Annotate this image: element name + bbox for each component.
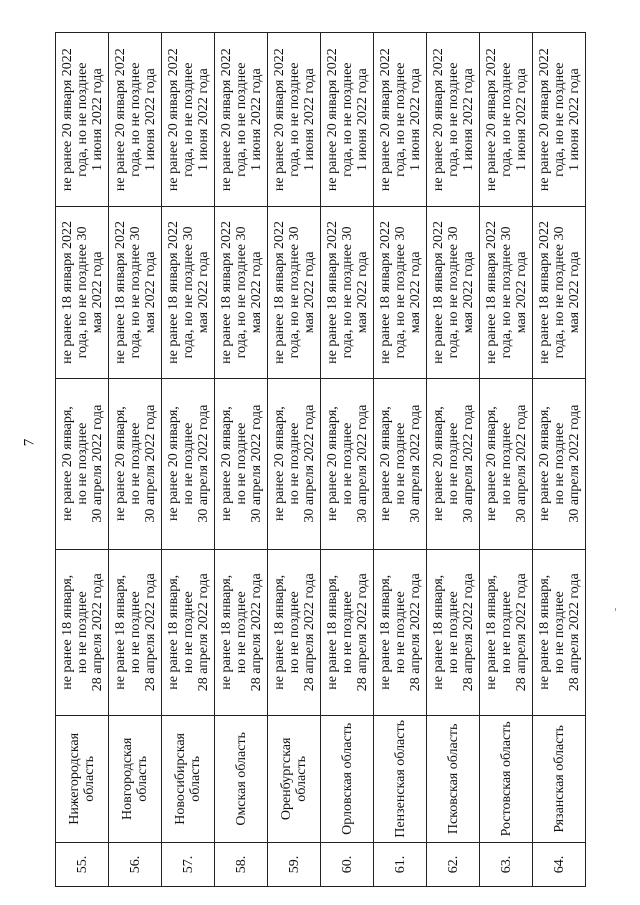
region-name-line: Омская область (233, 732, 249, 826)
date-range-4-line: 1 июня 2022 года (195, 68, 211, 172)
date-range-2-line: 30 апреля 2022 года (142, 404, 158, 523)
date-range-4-cell (162, 33, 215, 207)
row-number-cell: 61. (374, 842, 427, 886)
election-schedule-table (55, 32, 586, 887)
date-range-4-cell (480, 33, 533, 207)
date-range-2-line: 30 апреля 2022 года (89, 404, 105, 523)
date-range-4-line: года, но не позднее (74, 62, 90, 177)
rotated-table-container (55, 32, 585, 887)
date-range-3-line: мая 2022 года (142, 251, 158, 334)
region-name-line: Рязанская область (551, 725, 567, 833)
date-range-1-line: не ранее 18 января, (165, 574, 181, 690)
region-name-cell (56, 715, 109, 842)
region-name-cell (162, 715, 215, 842)
row-number-cell: 58. (215, 842, 268, 886)
date-range-3-cell (215, 207, 268, 378)
date-range-1-line: 28 апреля 2022 года (407, 573, 423, 692)
date-range-2-line: но не позднее (233, 422, 249, 505)
date-range-1-line: 28 апреля 2022 года (248, 573, 264, 692)
date-range-3-line: года, но не позднее 30 (392, 226, 408, 359)
date-range-1-line: но не позднее (180, 591, 196, 674)
date-range-4-line: не ранее 20 января 2022 (536, 48, 552, 192)
date-range-1-cell (162, 549, 215, 715)
date-range-4-line: 1 июня 2022 года (248, 68, 264, 172)
date-range-1-line: 28 апреля 2022 года (513, 573, 529, 692)
region-name-line: область (135, 756, 150, 802)
date-range-4-cell (533, 33, 586, 207)
date-range-4-line: не ранее 20 января 2022 (112, 48, 128, 192)
date-range-4-line: года, но не позднее (127, 62, 143, 177)
table-row (268, 33, 321, 887)
date-range-3-line: мая 2022 года (566, 251, 582, 334)
date-range-4-line: не ранее 20 января 2022 (377, 48, 393, 192)
region-name-cell (109, 715, 162, 842)
date-range-4-line: 1 июня 2022 года (407, 68, 423, 172)
date-range-3-line: мая 2022 года (354, 251, 370, 334)
date-range-3-line: мая 2022 года (460, 251, 476, 334)
date-range-3-line: года, но не позднее 30 (498, 226, 514, 359)
date-range-4-line: года, но не позднее (286, 62, 302, 177)
date-range-4-cell (215, 33, 268, 207)
date-range-3-line: года, но не позднее 30 (233, 226, 249, 359)
date-range-2-cell (427, 378, 480, 549)
row-number-cell: 59. (268, 842, 321, 886)
date-range-2-line: но не позднее (445, 422, 461, 505)
date-range-2-line: но не позднее (498, 422, 514, 505)
date-range-1-cell (427, 549, 480, 715)
date-range-3-cell (109, 207, 162, 378)
date-range-1-line: но не позднее (286, 591, 302, 674)
date-range-4-line: года, но не позднее (180, 62, 196, 177)
date-range-1-line: но не позднее (127, 591, 143, 674)
region-name-line: Нижегородская (67, 732, 82, 825)
date-range-2-line: 30 апреля 2022 года (407, 404, 423, 523)
date-range-3-cell (480, 207, 533, 378)
date-range-1-line: 28 апреля 2022 года (566, 573, 582, 692)
region-name-line: Псковская область (445, 723, 461, 835)
region-name-cell (480, 715, 533, 842)
date-range-2-line: 30 апреля 2022 года (513, 404, 529, 523)
date-range-3-line: года, но не позднее 30 (286, 226, 302, 359)
row-number-cell: 55. (56, 842, 109, 886)
table-row (427, 33, 480, 887)
row-number-cell: 57. (162, 842, 215, 886)
region-name-cell (533, 715, 586, 842)
date-range-2-line: 30 апреля 2022 года (354, 404, 370, 523)
region-name-cell (374, 715, 427, 842)
date-range-1-line: 28 апреля 2022 года (89, 573, 105, 692)
date-range-4-line: не ранее 20 января 2022 (430, 48, 446, 192)
date-range-2-line: не ранее 20 января, (377, 406, 393, 522)
region-name-cell (427, 715, 480, 842)
date-range-3-line: мая 2022 года (301, 251, 317, 334)
date-range-2-line: не ранее 20 января, (536, 406, 552, 522)
date-range-3-line: не ранее 18 января 2022 (218, 220, 234, 364)
region-name-cell (268, 715, 321, 842)
date-range-2-cell (109, 378, 162, 549)
date-range-2-line: 30 апреля 2022 года (301, 404, 317, 523)
date-range-4-line: не ранее 20 января 2022 (165, 48, 181, 192)
date-range-3-line: не ранее 18 января 2022 (59, 220, 75, 364)
date-range-2-cell (321, 378, 374, 549)
date-range-2-line: не ранее 20 января, (165, 406, 181, 522)
date-range-1-line: не ранее 18 января, (59, 574, 75, 690)
table-row (109, 33, 162, 887)
date-range-3-line: мая 2022 года (89, 251, 105, 334)
region-name-line: Новгородская (120, 737, 135, 821)
date-range-1-cell (321, 549, 374, 715)
date-range-3-line: года, но не позднее 30 (180, 226, 196, 359)
date-range-4-line: не ранее 20 января 2022 (59, 48, 75, 192)
date-range-1-cell (374, 549, 427, 715)
date-range-2-line: но не позднее (286, 422, 302, 505)
date-range-3-line: года, но не позднее 30 (127, 226, 143, 359)
date-range-4-cell (374, 33, 427, 207)
date-range-3-line: года, но не позднее 30 (339, 226, 355, 359)
date-range-1-line: 28 апреля 2022 года (354, 573, 370, 692)
date-range-4-line: 1 июня 2022 года (513, 68, 529, 172)
date-range-1-cell (533, 549, 586, 715)
date-range-3-cell (56, 207, 109, 378)
date-range-3-line: мая 2022 года (195, 251, 211, 334)
table-row (374, 33, 427, 887)
date-range-2-line: но не позднее (392, 422, 408, 505)
table-row (321, 33, 374, 887)
date-range-4-cell (321, 33, 374, 207)
date-range-3-line: не ранее 18 января 2022 (377, 220, 393, 364)
date-range-4-cell (109, 33, 162, 207)
date-range-1-line: но не позднее (445, 591, 461, 674)
date-range-3-cell (533, 207, 586, 378)
date-range-1-line: но не позднее (74, 591, 90, 674)
page-number: 7 (21, 438, 38, 447)
date-range-1-line: 28 апреля 2022 года (195, 573, 211, 692)
row-number-cell: 60. (321, 842, 374, 886)
date-range-1-line: но не позднее (498, 591, 514, 674)
date-range-1-line: но не позднее (339, 591, 355, 674)
date-range-2-line: 30 апреля 2022 года (566, 404, 582, 523)
date-range-1-line: 28 апреля 2022 года (142, 573, 158, 692)
table-row (162, 33, 215, 887)
date-range-4-line: 1 июня 2022 года (89, 68, 105, 172)
date-range-2-line: но не позднее (339, 422, 355, 505)
date-range-4-line: года, но не позднее (233, 62, 249, 177)
row-number-cell: 56. (109, 842, 162, 886)
date-range-1-line: 28 апреля 2022 года (460, 573, 476, 692)
date-range-1-line: не ранее 18 января, (377, 574, 393, 690)
date-range-4-line: 1 июня 2022 года (142, 68, 158, 172)
date-range-3-cell (374, 207, 427, 378)
date-range-2-cell (215, 378, 268, 549)
date-range-3-line: мая 2022 года (248, 251, 264, 334)
date-range-3-line: не ранее 18 января 2022 (430, 220, 446, 364)
date-range-4-line: года, но не позднее (498, 62, 514, 177)
date-range-3-line: не ранее 18 января 2022 (536, 220, 552, 364)
date-range-4-line: 1 июня 2022 года (354, 68, 370, 172)
region-name-line: область (188, 756, 203, 802)
date-range-3-cell (268, 207, 321, 378)
date-range-2-line: но не позднее (180, 422, 196, 505)
date-range-2-line: не ранее 20 января, (112, 406, 128, 522)
region-name-cell (321, 715, 374, 842)
date-range-3-line: не ранее 18 января 2022 (324, 220, 340, 364)
date-range-4-line: года, но не позднее (392, 62, 408, 177)
date-range-1-line: не ранее 18 января, (112, 574, 128, 690)
table-row (215, 33, 268, 887)
date-range-4-line: 1 июня 2022 года (460, 68, 476, 172)
date-range-1-line: но не позднее (551, 591, 567, 674)
date-range-2-cell (268, 378, 321, 549)
date-range-1-line: но не позднее (392, 591, 408, 674)
date-range-2-cell (374, 378, 427, 549)
date-range-4-line: не ранее 20 января 2022 (271, 48, 287, 192)
region-name-line: Оренбургская (279, 737, 294, 821)
region-name-line: область (294, 756, 309, 802)
row-number-cell: 62. (427, 842, 480, 886)
date-range-3-line: не ранее 18 января 2022 (112, 220, 128, 364)
date-range-2-cell (56, 378, 109, 549)
date-range-1-cell (56, 549, 109, 715)
date-range-3-cell (162, 207, 215, 378)
date-range-2-line: 30 апреля 2022 года (248, 404, 264, 523)
date-range-2-line: 30 апреля 2022 года (195, 404, 211, 523)
date-range-1-cell (109, 549, 162, 715)
date-range-3-cell (427, 207, 480, 378)
date-range-1-line: не ранее 18 января, (271, 574, 287, 690)
region-name-line: Новосибирская (173, 732, 188, 825)
date-range-4-line: года, но не позднее (445, 62, 461, 177)
date-range-4-line: года, но не позднее (339, 62, 355, 177)
date-range-1-cell (480, 549, 533, 715)
date-range-3-cell (321, 207, 374, 378)
date-range-2-line: но не позднее (74, 422, 90, 505)
table-row (533, 33, 586, 887)
date-range-2-line: не ранее 20 января, (218, 406, 234, 522)
date-range-1-line: не ранее 18 января, (430, 574, 446, 690)
date-range-1-line: 28 апреля 2022 года (301, 573, 317, 692)
date-range-1-line: но не позднее (233, 591, 249, 674)
region-name-line: Ростовская область (498, 721, 514, 837)
date-range-2-line: не ранее 20 января, (324, 406, 340, 522)
date-range-2-line: 30 апреля 2022 года (460, 404, 476, 523)
date-range-1-line: не ранее 18 января, (218, 574, 234, 690)
date-range-4-cell (268, 33, 321, 207)
region-name-line: область (82, 756, 97, 802)
date-range-3-line: не ранее 18 января 2022 (165, 220, 181, 364)
region-name-line: Орловская область (339, 722, 355, 835)
scan-artifact (615, 608, 616, 611)
date-range-2-cell (480, 378, 533, 549)
date-range-4-line: не ранее 20 января 2022 (324, 48, 340, 192)
date-range-2-line: но не позднее (127, 422, 143, 505)
date-range-4-line: не ранее 20 января 2022 (483, 48, 499, 192)
date-range-3-line: мая 2022 года (513, 251, 529, 334)
date-range-3-line: не ранее 18 января 2022 (271, 220, 287, 364)
date-range-4-line: 1 июня 2022 года (301, 68, 317, 172)
date-range-2-line: не ранее 20 января, (271, 406, 287, 522)
date-range-1-cell (215, 549, 268, 715)
date-range-2-line: но не позднее (551, 422, 567, 505)
date-range-3-line: года, но не позднее 30 (74, 226, 90, 359)
date-range-4-line: 1 июня 2022 года (566, 68, 582, 172)
date-range-4-cell (56, 33, 109, 207)
region-name-cell (215, 715, 268, 842)
date-range-1-cell (268, 549, 321, 715)
date-range-3-line: года, но не позднее 30 (445, 226, 461, 359)
table-row (56, 33, 109, 887)
table-row (480, 33, 533, 887)
row-number-cell: 64. (533, 842, 586, 886)
date-range-2-line: не ранее 20 января, (483, 406, 499, 522)
date-range-2-cell (533, 378, 586, 549)
date-range-3-line: мая 2022 года (407, 251, 423, 334)
date-range-4-line: года, но не позднее (551, 62, 567, 177)
region-name-line: Пензенская область (392, 720, 408, 838)
date-range-1-line: не ранее 18 января, (483, 574, 499, 690)
row-number-cell: 63. (480, 842, 533, 886)
date-range-1-line: не ранее 18 января, (324, 574, 340, 690)
date-range-2-line: не ранее 20 января, (430, 406, 446, 522)
date-range-1-line: не ранее 18 января, (536, 574, 552, 690)
table-body (56, 33, 586, 887)
date-range-3-line: не ранее 18 января 2022 (483, 220, 499, 364)
date-range-4-line: не ранее 20 января 2022 (218, 48, 234, 192)
date-range-3-line: года, но не позднее 30 (551, 226, 567, 359)
date-range-2-cell (162, 378, 215, 549)
date-range-4-cell (427, 33, 480, 207)
date-range-2-line: не ранее 20 января, (59, 406, 75, 522)
